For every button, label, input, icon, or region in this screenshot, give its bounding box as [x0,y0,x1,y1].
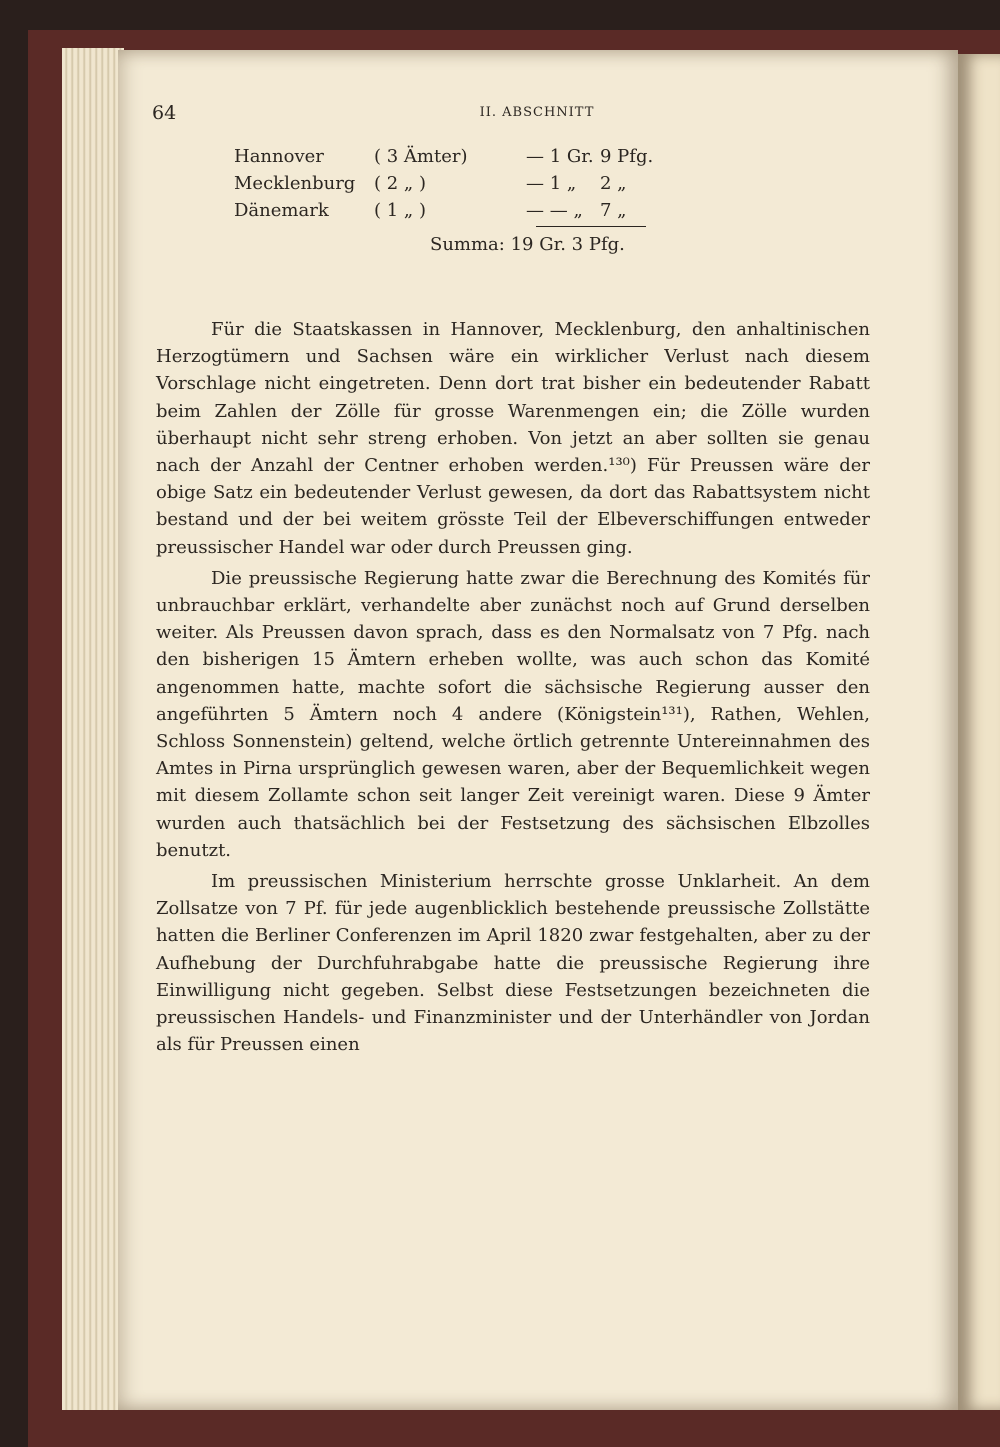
page-number: 64 [152,102,177,124]
office-count: ( 2 „ ) [374,173,426,194]
pfennig-value: 7 „ [600,200,627,221]
groschen-value: — 1 Gr. [526,146,594,167]
state-name: Mecklenburg [234,173,356,194]
state-name: Hannover [234,146,324,167]
office-count: ( 3 Ämter) [374,146,468,167]
office-count: ( 1 „ ) [374,200,426,221]
sum-rule [536,226,646,227]
groschen-value: — — „ [526,200,583,221]
adjacent-page [958,54,1000,1410]
page-header [152,102,922,132]
body-text [156,316,870,1058]
groschen-value: — 1 „ [526,173,577,194]
running-head: II. ABSCHNITT [479,105,595,120]
summa-row: Summa: 19 Gr. 3 Pfg. [430,234,625,255]
page-edges [62,48,124,1410]
paragraph: Im preussischen Ministerium herrschte grosse Unklarheit. An dem Zollsatze von 7 Pf. für jede augenblicklich bestehende preussische Zollstätte hatten die Berliner Conferenzen im April 1820 zwar festgehalten, aber zu der Aufhebung der Durchfuhrabgabe hatte die preussische Regierung ihre Einwilligung nicht gegeben. Selbst diese Festsetzungen bezeichneten die preussischen Handels- und Finanzminister und der Unterhändler von Jordan als für Preussen einen [156,871,870,1056]
pfennig-value: 9 Pfg. [600,146,654,167]
paragraph: Die preussische Regierung hatte zwar die Berechnung des Komités für unbrauchbar erklärt, verhandelte aber zunächst noch auf Grund derselben weiter. Als Preussen davon sprach, dass es den Normalsatz von 7 Pfg. nach den bisherigen 15 Ämtern erheben wollte, was auch schon das Komité angenommen hatte, machte sofort die sächsische Regierung ausser den angeführten 5 Ämtern noch 4 andere (Königstein¹³¹), Rathen, Wehlen, Schloss Sonnenstein) geltend, welche örtlich getrennte Untereinnahmen des Amtes in Pirna ursprünglich gewesen waren, aber der Bequemlichkeit wegen mit diesem Zollamte schon seit langer Zeit vereinigt waren. Diese 9 Ämter wurden auch thatsächlich bei der Festsetzung des sächsischen Elbzolles benutzt. [156,567,870,861]
pfennig-value: 2 „ [600,173,627,194]
paragraph: Für die Staatskassen in Hannover, Mecklenburg, den anhaltinischen Herzogtümern und Sachsen wäre ein wirklicher Verlust nach diesem Vorschlage nicht eingetreten. Denn dort trat bisher ein bedeutender Rabatt beim Zahlen der Zölle für grosse Warenmengen ein; die Zölle wurden überhaupt nicht sehr streng erhoben. Von jetzt an aber sollten sie genau nach der Anzahl der Centner erhoben werden.¹³⁰) Für Preussen wäre der obige Satz ein bedeutender Verlust gewesen, da dort das Rabattsystem nicht bestand und der bei weitem grösste Teil der Elbeverschiffungen entweder preussischer Handel war oder durch Preussen ging. [156,319,870,558]
state-name: Dänemark [234,200,329,221]
